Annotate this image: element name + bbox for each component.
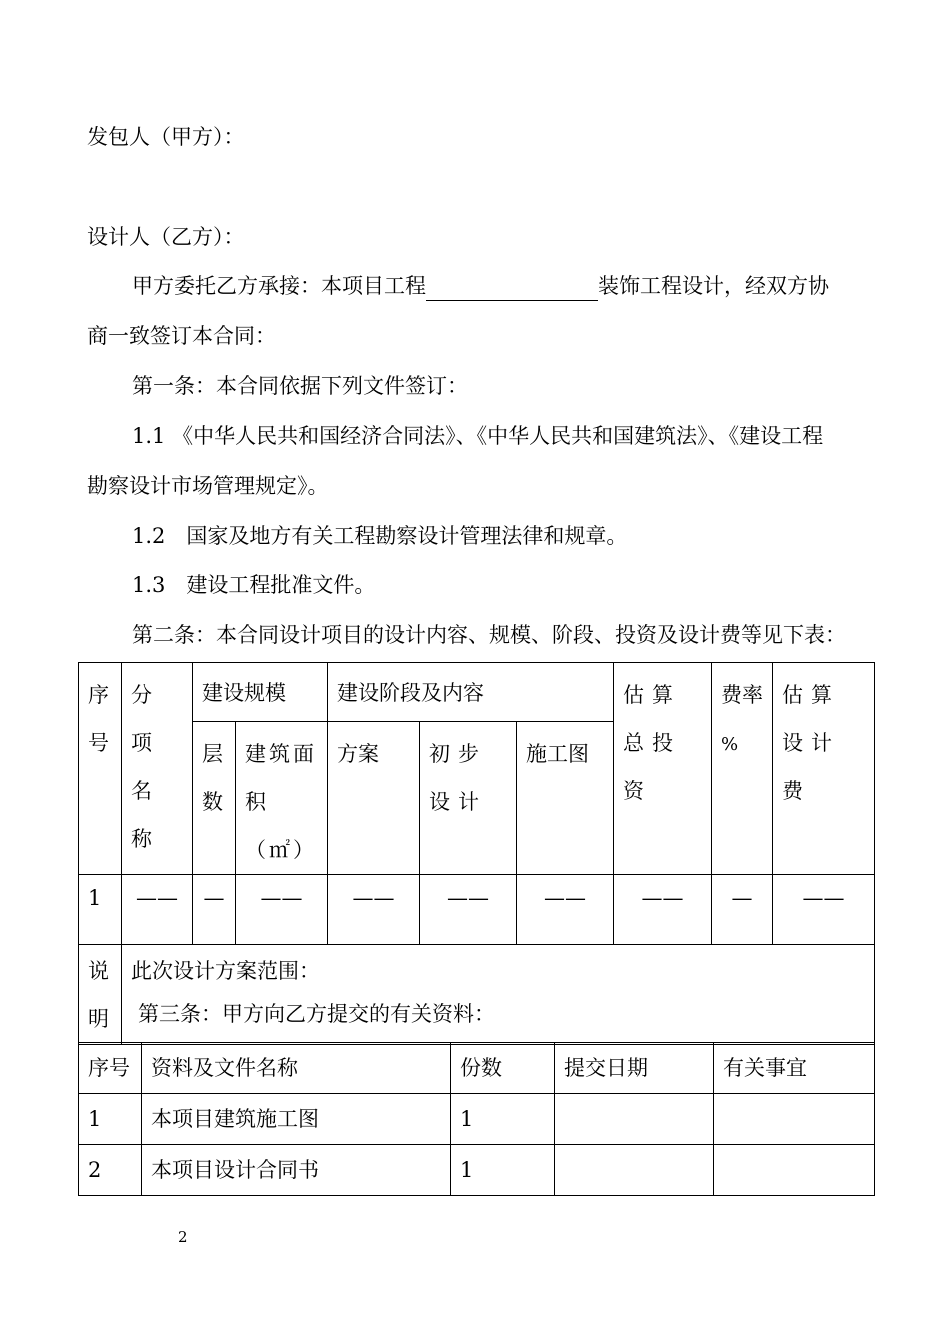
row1-area: —— (236, 875, 328, 945)
materials-row1-notes (714, 1094, 875, 1145)
article-2-title: 第二条：本合同设计项目的设计内容、规模、阶段、投资及设计费等见下表： (132, 623, 846, 647)
materials-row1-date (555, 1094, 714, 1145)
note-row (79, 945, 875, 1045)
table-row (79, 1094, 875, 1145)
article-1-1-line2: 勘察设计市场管理规定》。 (87, 474, 329, 498)
header-scheme: 方案 (328, 722, 420, 875)
header-area: 建筑面积（㎡） (236, 722, 328, 875)
article-1-2: 1.2 国家及地方有关工程勘察设计管理法律和规章。 (132, 524, 628, 548)
materials-row1-name: 本项目建筑施工图 (142, 1094, 451, 1145)
header-floors: 层数 (193, 722, 236, 875)
row1-design-fee: —— (773, 875, 875, 945)
row1-investment: —— (614, 875, 712, 945)
materials-header-copies: 份数 (451, 1043, 555, 1094)
materials-row1-no: 1 (79, 1094, 142, 1145)
page-number: 2 (178, 1228, 188, 1246)
table-row (79, 1145, 875, 1196)
article-1-1-line1: 1.1 《中华人民共和国经济合同法》、《中华人民共和国建筑法》、《建设工程 (132, 424, 824, 448)
article-1-3: 1.3 建设工程批准文件。 (132, 573, 376, 597)
header-stage: 建设阶段及内容 (328, 663, 614, 722)
row1-scheme: —— (328, 875, 420, 945)
materials-row2-no: 2 (79, 1145, 142, 1196)
article-3-title: 第三条：甲方向乙方提交的有关资料： (138, 1002, 495, 1026)
materials-row2-name: 本项目设计合同书 (142, 1145, 451, 1196)
design-scope-table (78, 662, 875, 1045)
row1-floors: — (193, 875, 236, 945)
header-design-fee: 估算设计费 (773, 663, 875, 875)
materials-header-notes: 有关事宜 (714, 1043, 875, 1094)
project-name-blank[interactable] (426, 274, 598, 301)
materials-row2-date (555, 1145, 714, 1196)
row1-name: —— (122, 875, 193, 945)
materials-row1-copies: 1 (451, 1094, 555, 1145)
materials-header-row (79, 1043, 875, 1094)
intro-text-end: 装饰工程设计，经双方协 (598, 274, 829, 298)
materials-header-date: 提交日期 (555, 1043, 714, 1094)
materials-table (78, 1042, 875, 1196)
materials-row2-copies: 1 (451, 1145, 555, 1196)
note-label: 说明 (79, 945, 122, 1045)
materials-header-name: 资料及文件名称 (142, 1043, 451, 1094)
materials-header-no: 序号 (79, 1043, 142, 1094)
header-rate: 费率 % (712, 663, 773, 875)
header-construction: 施工图 (517, 722, 614, 875)
table-row (79, 875, 875, 945)
note-text: 此次设计方案范围： (122, 945, 875, 1045)
row1-no: 1 (79, 875, 122, 945)
materials-row2-notes (714, 1145, 875, 1196)
header-investment: 估算总投资 (614, 663, 712, 875)
party-a-label: 发包人（甲方）： (87, 125, 245, 149)
party-b-label: 设计人（乙方）： (87, 225, 245, 249)
intro-text-start: 甲方委托乙方承接：本项目工程 (132, 274, 426, 298)
header-scale: 建设规模 (193, 663, 328, 722)
article-1-title: 第一条：本合同依据下列文件签订： (132, 374, 468, 398)
header-no: 序号 (79, 663, 122, 875)
row1-preliminary: —— (420, 875, 517, 945)
header-preliminary: 初步设计 (420, 722, 517, 875)
header-item-name: 分项名称 (122, 663, 193, 875)
intro-paragraph-line1 (132, 271, 829, 301)
row1-rate: — (712, 875, 773, 945)
intro-paragraph-line2: 商一致签订本合同： (87, 324, 276, 348)
row1-construction: —— (517, 875, 614, 945)
